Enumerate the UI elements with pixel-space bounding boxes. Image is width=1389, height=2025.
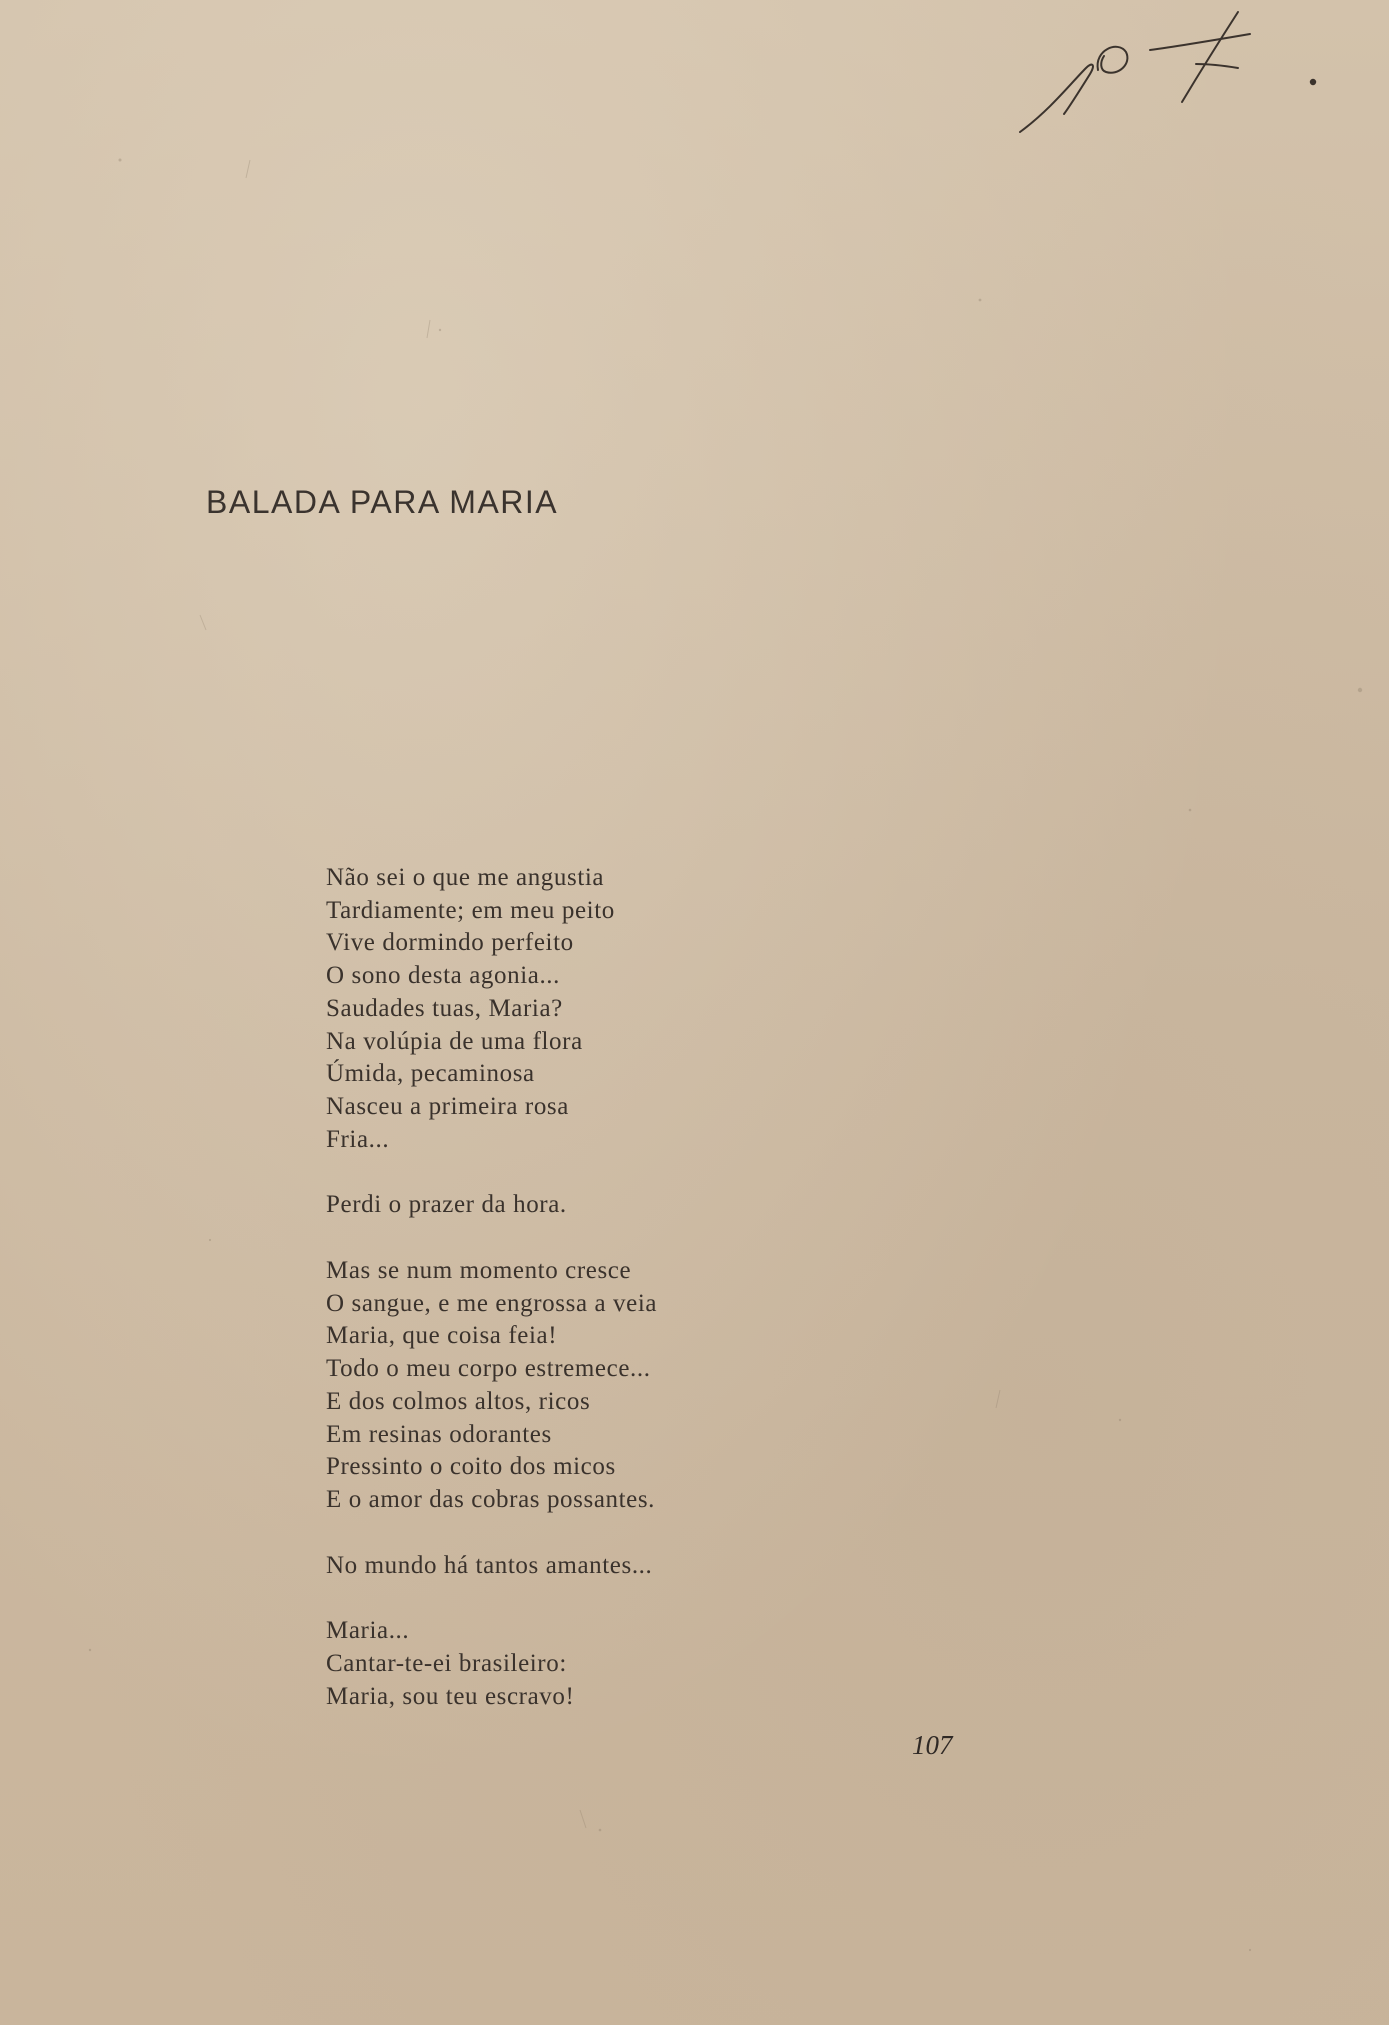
poem-line: Em resinas odorantes <box>326 1420 552 1448</box>
poem-line: Maria... <box>326 1617 410 1645</box>
poem-line: Mas se num momento cresce <box>326 1257 632 1285</box>
poem-line: Pressinto o coito dos micos <box>326 1453 616 1481</box>
poem-line: Não sei o que me angustia <box>326 864 605 891</box>
poem-line: No mundo há tantos amantes... <box>326 1551 653 1579</box>
poem-line: Fria... <box>326 1125 390 1153</box>
poem-line: Saudades tuas, Maria? <box>326 994 563 1022</box>
poem-line: Tardiamente; em meu peito <box>326 896 615 924</box>
handwritten-page-number <box>1000 10 1330 140</box>
poem-body <box>326 862 886 1713</box>
poem-line: Vive dormindo perfeito <box>326 929 574 957</box>
stanza <box>326 862 886 1156</box>
stanza <box>326 1189 886 1222</box>
poem-line: Na volúpia de uma flora <box>326 1027 583 1055</box>
poem-line: Perdi o prazer da hora. <box>326 1191 567 1219</box>
poem-line: O sono desta agonia... <box>326 962 560 990</box>
poem-line: Nasceu a primeira rosa <box>326 1092 569 1120</box>
poem-line: O sangue, e me engrossa a veia <box>326 1289 658 1317</box>
poem-line: Maria, que coisa feia! <box>326 1322 558 1350</box>
poem-title: BALADA PARA MARIA <box>206 484 559 520</box>
page-number: 107 <box>912 1730 953 1760</box>
pencil-folio-mark <box>1000 10 1330 140</box>
stanza <box>326 1550 886 1583</box>
stanza <box>326 1615 886 1713</box>
poem-line: Cantar-te-ei brasileiro: <box>326 1650 567 1678</box>
poem-line: Todo o meu corpo estremece... <box>326 1355 651 1383</box>
poem-line: Úmida, pecaminosa <box>326 1060 535 1088</box>
stanza <box>326 1255 886 1517</box>
poem-line: E dos colmos altos, ricos <box>326 1387 591 1415</box>
poem-line: E o amor das cobras possantes. <box>326 1485 656 1513</box>
poem-line: Maria, sou teu escravo! <box>326 1682 575 1710</box>
